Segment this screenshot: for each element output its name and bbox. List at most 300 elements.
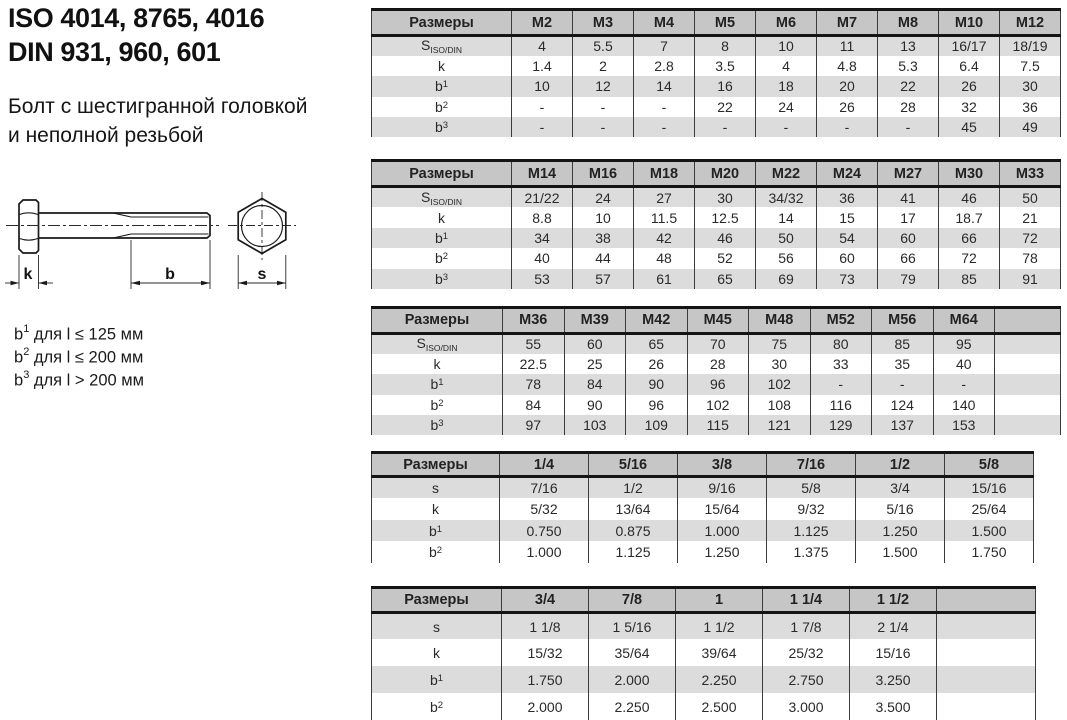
column-header: M7 xyxy=(817,10,878,36)
column-header: 3/8 xyxy=(678,453,767,477)
table-cell: 33 xyxy=(810,354,872,374)
table-cell: 1 7/8 xyxy=(763,612,850,639)
note-line: $b^3$ для l > 200 мм xyxy=(14,369,144,390)
table-cell xyxy=(995,374,1061,394)
row-label: $b^1$ xyxy=(434,78,449,95)
table-header-row xyxy=(372,587,1036,612)
column-header: Размеры xyxy=(404,591,469,608)
table-cell: 116 xyxy=(810,395,872,415)
page-title xyxy=(8,1,264,69)
table-cell: 3.000 xyxy=(763,693,850,720)
row-label: k xyxy=(438,209,445,226)
table-cell: 69 xyxy=(756,269,817,289)
table-row xyxy=(372,248,1061,268)
column-header: M20 xyxy=(695,161,756,187)
table-cell: 65 xyxy=(695,269,756,289)
table-cell: 65 xyxy=(626,333,688,353)
table-cell: 25 xyxy=(564,354,626,374)
table-header-row xyxy=(372,161,1061,187)
column-header: M30 xyxy=(939,161,1000,187)
column-header: M8 xyxy=(878,10,939,36)
table-cell: 137 xyxy=(872,415,934,435)
table-cell: 50 xyxy=(756,228,817,248)
table-cell: 1.250 xyxy=(678,541,767,563)
table-cell: - xyxy=(634,97,695,117)
bolt-side-view xyxy=(19,200,210,253)
table-cell: 30 xyxy=(695,187,756,207)
table-row xyxy=(372,541,1034,563)
table-cell: 1.125 xyxy=(767,520,856,542)
row-label: $b^2$ xyxy=(434,98,449,115)
row-label: $b^1$ xyxy=(428,522,443,539)
table-cell: 108 xyxy=(749,395,811,415)
table-cell: 97 xyxy=(503,415,565,435)
arrowhead xyxy=(277,281,286,286)
table-cell: 78 xyxy=(1000,248,1061,268)
table-row xyxy=(372,415,1061,435)
table-cell: 57 xyxy=(573,269,634,289)
table-header-row xyxy=(372,453,1034,477)
table-cell: 96 xyxy=(626,395,688,415)
column-header: Размеры xyxy=(409,165,474,182)
table-cell: 12.5 xyxy=(695,207,756,227)
table-cell: 24 xyxy=(573,187,634,207)
table-cell: 10 xyxy=(573,207,634,227)
table-cell: 27 xyxy=(634,187,695,207)
column-header: M3 xyxy=(573,10,634,36)
left-panel xyxy=(0,0,371,720)
table-cell: 85 xyxy=(872,333,934,353)
table-cell: 115 xyxy=(687,415,749,435)
table-cell xyxy=(937,639,1036,666)
row-label: $b^3$ xyxy=(434,270,449,287)
table-row xyxy=(372,333,1061,353)
table-cell: 73 xyxy=(817,269,878,289)
table-cell: 44 xyxy=(573,248,634,268)
table-cell: - xyxy=(872,374,934,394)
dimension-table-2 xyxy=(371,159,1061,288)
table-header-row xyxy=(372,307,1061,333)
column-header: M39 xyxy=(564,307,626,333)
row-label: $b^2$ xyxy=(429,698,444,715)
column-header: M45 xyxy=(687,307,749,333)
column-header: M56 xyxy=(872,307,934,333)
table-row xyxy=(372,36,1061,56)
dimension-table-1 xyxy=(371,8,1061,137)
table-row xyxy=(372,56,1061,76)
row-label: $b^1$ xyxy=(434,229,449,246)
row-label: k xyxy=(438,58,445,75)
table-row xyxy=(372,612,1036,639)
note-line: $b^2$ для l ≤ 200 мм xyxy=(14,346,144,367)
table-cell: 18 xyxy=(756,76,817,96)
table-cell: 14 xyxy=(756,207,817,227)
table-cell: - xyxy=(878,117,939,137)
table-cell: 121 xyxy=(749,415,811,435)
table-cell: 25/32 xyxy=(763,639,850,666)
table-cell: 46 xyxy=(695,228,756,248)
table-cell: 84 xyxy=(564,374,626,394)
table-cell: 24 xyxy=(756,97,817,117)
row-label: $S_{ISO/DIN}$ xyxy=(421,188,462,207)
bolt-head-outline xyxy=(19,200,39,253)
table-cell: 60 xyxy=(817,248,878,268)
table-cell: 1.500 xyxy=(945,520,1034,542)
column-header: Размеры xyxy=(409,14,474,31)
column-header: M6 xyxy=(756,10,817,36)
table-cell: 21 xyxy=(1000,207,1061,227)
table-cell: 61 xyxy=(634,269,695,289)
table-cell: 52 xyxy=(695,248,756,268)
note-line: $b^1$ для l ≤ 125 мм xyxy=(14,323,144,344)
row-label: s xyxy=(433,618,440,635)
table-cell xyxy=(995,395,1061,415)
table-row xyxy=(372,395,1061,415)
column-header: 1/2 xyxy=(856,453,945,477)
table-cell xyxy=(937,612,1036,639)
table-cell: 15/16 xyxy=(850,639,937,666)
table-cell xyxy=(995,354,1061,374)
table-cell: 80 xyxy=(810,333,872,353)
dimension-table-4 xyxy=(371,451,1034,563)
table-cell: 11.5 xyxy=(634,207,695,227)
column-header: M4 xyxy=(634,10,695,36)
column-header: M27 xyxy=(878,161,939,187)
table-cell: 5/8 xyxy=(767,477,856,499)
column-header: M52 xyxy=(810,307,872,333)
table-cell: 95 xyxy=(933,333,995,353)
table-cell: 60 xyxy=(878,228,939,248)
table-cell: 90 xyxy=(564,395,626,415)
column-header: 3/4 xyxy=(502,587,589,612)
column-header: M33 xyxy=(1000,161,1061,187)
column-header: M42 xyxy=(626,307,688,333)
table-cell: 13 xyxy=(878,36,939,56)
table-cell: 3.5 xyxy=(695,56,756,76)
column-header: M16 xyxy=(573,161,634,187)
table-cell: 28 xyxy=(687,354,749,374)
center-lines xyxy=(6,192,296,260)
table-row xyxy=(372,498,1034,520)
table-row xyxy=(372,76,1061,96)
table-cell: 3.500 xyxy=(850,693,937,720)
table-cell: 20 xyxy=(817,76,878,96)
row-label: $b^2$ xyxy=(434,250,449,267)
row-label: $b^1$ xyxy=(429,671,444,688)
row-label: s xyxy=(432,480,439,497)
table-cell: 26 xyxy=(939,76,1000,96)
column-header xyxy=(995,307,1061,333)
table-cell: - xyxy=(756,117,817,137)
row-label: $b^3$ xyxy=(430,417,444,434)
table-cell: 22 xyxy=(695,97,756,117)
table-cell: 1.4 xyxy=(512,56,573,76)
table-cell: 1 1/2 xyxy=(676,612,763,639)
column-header: M36 xyxy=(503,307,565,333)
table-cell: 8.8 xyxy=(512,207,573,227)
table-cell: 1.000 xyxy=(678,520,767,542)
table-cell: - xyxy=(695,117,756,137)
table-cell: 2.750 xyxy=(763,666,850,693)
row-label: k xyxy=(433,644,440,661)
table-cell: 85 xyxy=(939,269,1000,289)
thread-length-notes xyxy=(14,321,144,390)
table-cell: 15 xyxy=(817,207,878,227)
head-chamfer-arc-bottom xyxy=(20,239,39,241)
table-cell: 10 xyxy=(756,36,817,56)
table-cell: 1.500 xyxy=(856,541,945,563)
table-cell: 72 xyxy=(939,248,1000,268)
column-header: M22 xyxy=(756,161,817,187)
row-label: k xyxy=(432,501,439,518)
table-header-row xyxy=(372,10,1061,36)
table-cell: 7/16 xyxy=(500,477,589,499)
table-cell: 84 xyxy=(503,395,565,415)
table-cell: 21/22 xyxy=(512,187,573,207)
column-header: M2 xyxy=(512,10,573,36)
table-cell: 26 xyxy=(817,97,878,117)
row-label: $b^3$ xyxy=(434,119,449,136)
table-cell: 5/16 xyxy=(856,498,945,520)
table-cell: 2.250 xyxy=(589,693,676,720)
table-cell: 18.7 xyxy=(939,207,1000,227)
table-row xyxy=(372,374,1061,394)
table-cell: 26 xyxy=(626,354,688,374)
table-row xyxy=(372,97,1061,117)
table-row xyxy=(372,666,1036,693)
table-cell: 34 xyxy=(512,228,573,248)
dimension-table-3 xyxy=(371,306,1061,435)
table-cell: 35/64 xyxy=(589,639,676,666)
title-iso: ISO 4014, 8765, 4016 xyxy=(8,3,265,33)
table-cell: 153 xyxy=(933,415,995,435)
table-cell: 13/64 xyxy=(589,498,678,520)
column-header: Размеры xyxy=(403,456,468,473)
table-cell: 15/32 xyxy=(502,639,589,666)
table-cell: 22.5 xyxy=(503,354,565,374)
column-header: 7/16 xyxy=(767,453,856,477)
table-cell: 36 xyxy=(1000,97,1061,117)
table-cell: 35 xyxy=(872,354,934,374)
table-cell: 38 xyxy=(573,228,634,248)
table-cell: 66 xyxy=(878,248,939,268)
table-cell: 0.750 xyxy=(500,520,589,542)
column-header: 1/4 xyxy=(500,453,589,477)
row-label: $b^2$ xyxy=(428,544,443,561)
table-cell: 2.000 xyxy=(502,693,589,720)
column-header: M14 xyxy=(512,161,573,187)
table-cell: 2 xyxy=(573,56,634,76)
column-header xyxy=(937,587,1036,612)
column-header: M64 xyxy=(933,307,995,333)
table-cell: 53 xyxy=(512,269,573,289)
table-cell: 48 xyxy=(634,248,695,268)
column-header: M5 xyxy=(695,10,756,36)
table-cell xyxy=(995,333,1061,353)
arrowhead xyxy=(201,281,210,286)
column-header: 1 xyxy=(676,587,763,612)
table-cell: 5/32 xyxy=(500,498,589,520)
table-cell: 10 xyxy=(512,76,573,96)
column-header: M10 xyxy=(939,10,1000,36)
table-cell: - xyxy=(817,117,878,137)
title-din: DIN 931, 960, 601 xyxy=(8,37,221,67)
row-label: $S_{ISO/DIN}$ xyxy=(421,37,462,56)
table-cell xyxy=(937,666,1036,693)
table-cell: - xyxy=(512,97,573,117)
table-cell: 1.000 xyxy=(500,541,589,563)
table-cell: 60 xyxy=(564,333,626,353)
table-row xyxy=(372,228,1061,248)
table-cell: - xyxy=(573,97,634,117)
table-cell: 96 xyxy=(687,374,749,394)
table-cell: 34/32 xyxy=(756,187,817,207)
table-cell: - xyxy=(512,117,573,137)
table-cell: 14 xyxy=(634,76,695,96)
table-cell: 102 xyxy=(687,395,749,415)
row-label: $b^2$ xyxy=(430,396,444,413)
column-header: 7/8 xyxy=(589,587,676,612)
table-row xyxy=(372,639,1036,666)
dimension-table-5 xyxy=(371,586,1036,720)
table-cell: 2.500 xyxy=(676,693,763,720)
table-cell: 7.5 xyxy=(1000,56,1061,76)
table-cell: 1/2 xyxy=(589,477,678,499)
table-cell: 102 xyxy=(749,374,811,394)
table-cell: 2.000 xyxy=(589,666,676,693)
table-cell: 66 xyxy=(939,228,1000,248)
table-cell: 140 xyxy=(933,395,995,415)
table-cell: 16 xyxy=(695,76,756,96)
table-cell: 70 xyxy=(687,333,749,353)
table-cell: 54 xyxy=(817,228,878,248)
table-cell: 9/32 xyxy=(767,498,856,520)
dim-label-k: k xyxy=(23,266,33,283)
table-cell: - xyxy=(634,117,695,137)
table-cell: 9/16 xyxy=(678,477,767,499)
table-cell: 4 xyxy=(756,56,817,76)
table-cell: 41 xyxy=(878,187,939,207)
row-label: k xyxy=(433,355,441,372)
table-cell: 49 xyxy=(1000,117,1061,137)
table-row xyxy=(372,269,1061,289)
table-cell xyxy=(937,693,1036,720)
table-cell: 1.375 xyxy=(767,541,856,563)
table-cell: 1.250 xyxy=(856,520,945,542)
table-cell: 42 xyxy=(634,228,695,248)
page-subtitle xyxy=(8,92,307,150)
column-header: M12 xyxy=(1000,10,1061,36)
dim-label-s: s xyxy=(257,266,267,283)
table-cell: - xyxy=(573,117,634,137)
arrowhead xyxy=(131,281,140,286)
table-cell: 15/64 xyxy=(678,498,767,520)
table-row xyxy=(372,187,1061,207)
table-cell: 79 xyxy=(878,269,939,289)
table-row xyxy=(372,117,1061,137)
table-cell: 90 xyxy=(626,374,688,394)
table-row xyxy=(372,354,1061,374)
table-row xyxy=(372,477,1034,499)
table-cell: 28 xyxy=(878,97,939,117)
table-cell: 25/64 xyxy=(945,498,1034,520)
table-cell: 15/16 xyxy=(945,477,1034,499)
arrowhead xyxy=(11,281,20,286)
table-cell: 40 xyxy=(512,248,573,268)
column-header: M48 xyxy=(749,307,811,333)
table-cell: 36 xyxy=(817,187,878,207)
dim-label-b: b xyxy=(165,266,175,283)
column-header: 5/16 xyxy=(589,453,678,477)
table-cell: 5.5 xyxy=(573,36,634,56)
table-cell: 129 xyxy=(810,415,872,435)
table-cell: 4.8 xyxy=(817,56,878,76)
bolt-drawing xyxy=(0,185,340,297)
table-row xyxy=(372,207,1061,227)
table-cell: - xyxy=(810,374,872,394)
row-label: $b^1$ xyxy=(430,376,444,393)
row-label: $S_{ISO/DIN}$ xyxy=(416,335,458,354)
table-row xyxy=(372,520,1034,542)
table-cell: 72 xyxy=(1000,228,1061,248)
table-cell: 30 xyxy=(1000,76,1061,96)
table-cell: 124 xyxy=(872,395,934,415)
table-cell: 75 xyxy=(749,333,811,353)
table-cell: 2.250 xyxy=(676,666,763,693)
table-cell: 4 xyxy=(512,36,573,56)
table-cell: 45 xyxy=(939,117,1000,137)
table-cell: 1 5/16 xyxy=(589,612,676,639)
column-header: M24 xyxy=(817,161,878,187)
table-cell: 8 xyxy=(695,36,756,56)
table-cell: 55 xyxy=(503,333,565,353)
arrowhead xyxy=(238,281,247,286)
table-cell: 2.8 xyxy=(634,56,695,76)
table-cell: 18/19 xyxy=(1000,36,1061,56)
table-cell: 5.3 xyxy=(878,56,939,76)
column-header: 1 1/2 xyxy=(850,587,937,612)
table-cell: 17 xyxy=(878,207,939,227)
table-cell: 12 xyxy=(573,76,634,96)
subtitle-line-1: Болт с шестигранной головкой xyxy=(8,95,308,118)
arrowhead xyxy=(39,281,48,286)
table-row xyxy=(372,693,1036,720)
table-cell: 78 xyxy=(503,374,565,394)
table-cell: 1 1/8 xyxy=(502,612,589,639)
table-cell: 3/4 xyxy=(856,477,945,499)
table-cell: 46 xyxy=(939,187,1000,207)
table-cell: 16/17 xyxy=(939,36,1000,56)
table-cell: 1.750 xyxy=(945,541,1034,563)
table-cell: 30 xyxy=(749,354,811,374)
table-cell: 1.125 xyxy=(589,541,678,563)
table-cell: 0.875 xyxy=(589,520,678,542)
table-cell: 56 xyxy=(756,248,817,268)
table-cell: 109 xyxy=(626,415,688,435)
table-cell: 39/64 xyxy=(676,639,763,666)
column-header: 5/8 xyxy=(945,453,1034,477)
table-cell: 32 xyxy=(939,97,1000,117)
table-cell: 91 xyxy=(1000,269,1061,289)
head-chamfer-arc-top xyxy=(20,213,39,215)
table-cell: 22 xyxy=(878,76,939,96)
table-cell: 11 xyxy=(817,36,878,56)
dimension-tables xyxy=(371,0,1067,720)
table-cell: 6.4 xyxy=(939,56,1000,76)
table-cell: 103 xyxy=(564,415,626,435)
table-cell: 40 xyxy=(933,354,995,374)
table-cell: 2 1/4 xyxy=(850,612,937,639)
